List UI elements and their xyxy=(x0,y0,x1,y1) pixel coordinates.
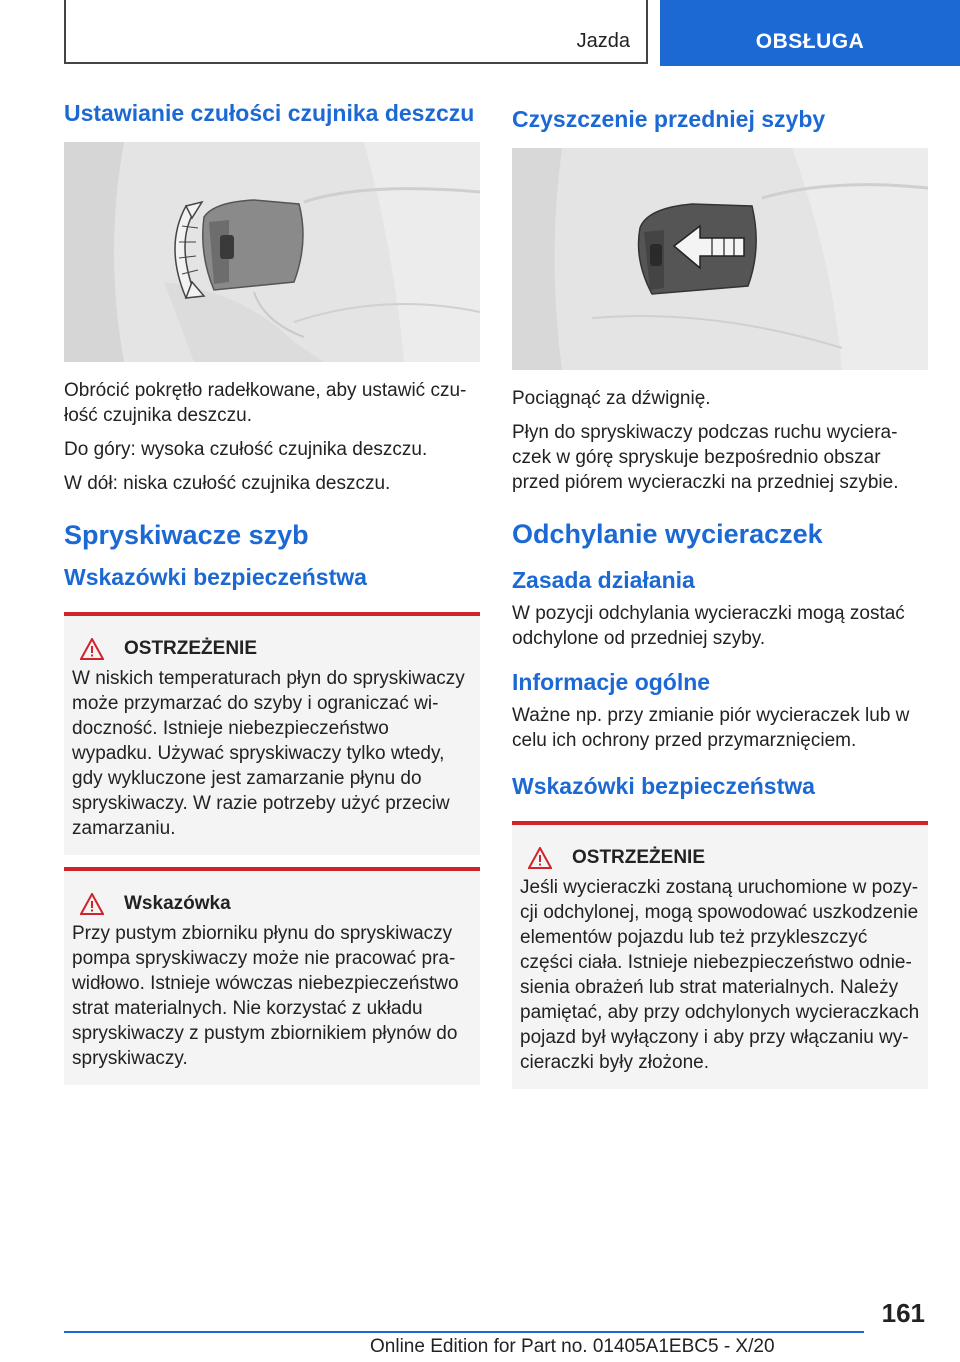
warning-triangle-icon xyxy=(528,847,552,869)
heading-safety-right: Wskazówki bezpieczeństwa xyxy=(512,773,815,799)
right-column xyxy=(512,104,928,1099)
warning-triangle-icon xyxy=(80,638,104,660)
footer-divider xyxy=(64,1331,864,1333)
note-title: Wskazówka xyxy=(124,893,231,914)
left-column xyxy=(64,98,480,1095)
warning-text: W niskich temperaturach płyn do spryskiwaczy może przymarzać do szyby i ograniczać widoczność. Istnieje niebezpieczeństwo wypadku. Używać spryskiwaczy tylko wtedy, gdy wykluczone jest zamarzanie płynu do spryskiwaczy. W razie potrzeby użyć przeciw zamarzaniu. xyxy=(72,668,465,839)
warning-triangle-icon xyxy=(80,893,104,915)
warning-box-freezing xyxy=(64,612,480,855)
heading-washers: Spryskiwacze szyb xyxy=(64,520,309,550)
heading-safety-left: Wskazówki bezpieczeństwa xyxy=(64,564,367,590)
warning-box-folded-wipers xyxy=(512,821,928,1089)
header-frame xyxy=(64,0,648,64)
principle-paragraph: W pozycji odchylania wycieraczki mogą zostać odchylone od przedniej szyby. xyxy=(512,603,905,649)
rain-paragraph-3: W dół: niska czułość czujnika deszczu. xyxy=(64,473,391,494)
heading-principle: Zasada działania xyxy=(512,567,695,593)
note-box-empty-reservoir xyxy=(64,867,480,1085)
rain-paragraph-2: Do góry: wysoka czułość czujnika deszczu. xyxy=(64,439,428,460)
rain-paragraph-1: Obrócić pokrętło radełkowane, aby ustawić czułość czujnika deszczu. xyxy=(64,380,467,426)
clean-paragraph-1: Pociągnąć za dźwignię. xyxy=(512,388,711,409)
warning-header xyxy=(528,847,920,869)
note-header xyxy=(80,893,472,915)
heading-fold-wipers: Odchylanie wycieraczek xyxy=(512,519,823,549)
knurled-wheel-illustration xyxy=(64,142,480,362)
heading-rain-sensor: Ustawianie czułości czujnika deszczu xyxy=(64,100,475,126)
footer-edition-link[interactable]: Online Edition for Part no. 01405A1EBC5 - X/20 xyxy=(370,1336,775,1357)
page-number: 161 xyxy=(881,1298,925,1328)
heading-general-info: Informacje ogólne xyxy=(512,669,711,695)
warning-title: OSTRZEŻENIE xyxy=(572,847,706,868)
figure-knurled-wheel xyxy=(64,142,480,362)
figure-pull-lever xyxy=(512,148,928,370)
warning-text: Jeśli wycieraczki zostaną uruchomione w pozycji odchylonej, mogą spowodować uszkodzenie elementów pojazdu lub też przykleszczyć części ciała. Istnieje niebezpieczeństwo odniesienia obrażeń lub strat materialnych. Należy pamiętać, aby przy odchylonych wycieraczkach pojazd był wyłączony i aby przy włączaniu wycieraczki były złożone. xyxy=(520,877,920,1073)
header-tab[interactable]: OBSŁUGA xyxy=(660,0,960,66)
warning-title: OSTRZEŻENIE xyxy=(124,638,258,659)
pull-lever-illustration xyxy=(512,148,928,370)
general-paragraph: Ważne np. przy zmianie piór wycieraczek lub w celu ich ochrony przed przymarznięciem. xyxy=(512,705,910,751)
clean-paragraph-2: Płyn do spryskiwaczy podczas ruchu wycieraczek w górę spryskuje bezpośrednio obszar przed piórem wycieraczki na przedniej szybie. xyxy=(512,422,899,493)
heading-clean-windshield: Czyszczenie przedniej szyby xyxy=(512,106,826,132)
note-text: Przy pustym zbiorniku płynu do spryskiwaczy pompa spryskiwaczy może nie pracować prawidłowo. Istnieje wówczas niebezpieczeństwo strat materialnych. Nie korzystać z układu spryskiwaczy z pustym zbiornikiem płynów do spryskiwaczy. xyxy=(72,923,459,1069)
header-section-label: Jazda xyxy=(576,30,630,52)
warning-header xyxy=(80,638,472,660)
